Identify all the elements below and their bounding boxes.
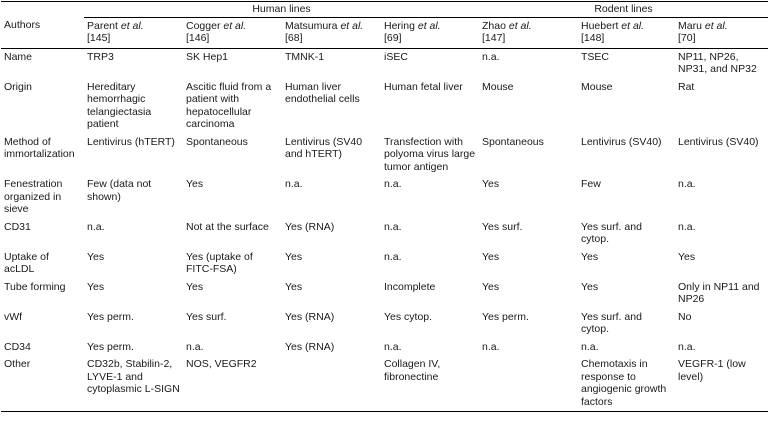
table-cell: Human liver endothelial cells [285, 80, 360, 105]
author-etal: et al. [508, 19, 532, 32]
author-etal: et al. [223, 19, 247, 32]
table-cell: Yes perm. [482, 310, 529, 323]
table-cell: NOS, VEGFR2 [183, 356, 282, 412]
table-cell: TSEC [581, 50, 610, 63]
table-cell: Yes surf. [482, 220, 523, 233]
table-row [1, 48, 768, 79]
author-ref: [145] [87, 32, 111, 44]
author-etal: et al. [417, 19, 441, 32]
table-cell: n.a. [384, 340, 402, 353]
cell-lines-table [1, 1, 768, 412]
group-header-rodent: Rodent lines [479, 2, 768, 18]
table-row [1, 309, 768, 339]
row-label: Tube forming [4, 280, 66, 293]
table-cell: Yes (RNA) [285, 310, 335, 323]
column-header [84, 17, 183, 48]
table-cell: Yes [87, 280, 105, 293]
group-header-blank [1, 2, 84, 18]
group-header-row [1, 2, 768, 18]
table-cell: Yes (RNA) [285, 340, 335, 353]
table-cell: CD32b, Stabilin-2, LYVE-1 and cytoplasmic L-SIGN [84, 356, 183, 412]
table-cell: Yes [186, 280, 204, 293]
table-cell: No [678, 310, 692, 323]
table-cell: Yes [186, 178, 204, 190]
table-cell: Yes [678, 250, 696, 263]
table-cell: Yes [581, 280, 599, 293]
table-cell: Yes (RNA) [285, 220, 335, 233]
table-cell: n.a. [678, 178, 696, 190]
table-cell: Mouse [482, 80, 514, 93]
table-cell: Yes [482, 280, 500, 293]
table-cell: SK Hep1 [186, 50, 229, 63]
row-label: vWf [4, 310, 23, 323]
table-cell: TMNK-1 [285, 50, 325, 63]
author-ref: [69] [384, 32, 402, 44]
row-label: Uptake of acLDL [4, 250, 49, 275]
table-cell: n.a. [482, 50, 500, 63]
author-etal: et al. [704, 19, 728, 32]
table-row [1, 134, 768, 177]
table-cell: n.a. [87, 220, 105, 233]
author-ref: [68] [285, 32, 303, 44]
table-cell: n.a. [384, 220, 402, 233]
table-cell: Lentivirus (SV40 and hTERT) [285, 135, 363, 160]
column-header [282, 17, 381, 48]
table-cell: Spontaneous [186, 135, 248, 148]
row-label: Origin [4, 80, 33, 93]
table-cell: Yes [581, 250, 599, 263]
column-header [381, 17, 479, 48]
table-row [1, 219, 768, 249]
row-label: Other [1, 356, 84, 412]
table-cell: TRP3 [87, 50, 114, 63]
author-ref: [70] [678, 32, 696, 44]
table-cell: n.a. [482, 340, 500, 353]
table-cell: Human fetal liver [384, 80, 463, 93]
table-cell: Incomplete [384, 280, 436, 293]
table-cell: Yes surf. and cytop. [581, 220, 642, 245]
table-cell: iSEC [384, 50, 408, 63]
row-header-label: Authors [1, 17, 84, 48]
table-cell: Few [581, 178, 601, 190]
table-cell [479, 356, 578, 412]
table-cell: n.a. [384, 178, 402, 190]
author-name: Huebert [581, 19, 619, 32]
column-header [479, 17, 578, 48]
table-cell: Yes (uptake of FITC-FSA) [186, 250, 253, 275]
table-cell: Not at the surface [186, 220, 269, 233]
table-cell: Collagen IV, fibronectine [381, 356, 479, 412]
table-cell: Mouse [581, 80, 613, 93]
row-label: Name [4, 50, 33, 63]
author-name: Hering [384, 19, 415, 32]
table-cell: Yes [482, 178, 500, 190]
table-cell: Spontaneous [482, 135, 544, 148]
table-cell: Hereditary hemorrhagic telangiectasia patient [87, 80, 152, 130]
table-row [1, 176, 768, 219]
table-cell: Yes surf. and cytop. [581, 310, 642, 335]
author-name: Cogger [186, 19, 221, 32]
table-cell: Lentivirus (SV40) [581, 135, 662, 148]
table-row [1, 249, 768, 279]
table-cell: n.a. [186, 340, 204, 353]
table-cell [282, 356, 381, 412]
row-label: CD31 [4, 220, 31, 233]
table-row [1, 339, 768, 357]
table-cell: n.a. [384, 250, 402, 263]
author-ref: [148] [581, 32, 605, 44]
row-label: Method of immortalization [4, 135, 75, 160]
table-cell: n.a. [285, 178, 303, 190]
table-row [1, 356, 768, 412]
table-cell: Yes surf. [186, 310, 227, 323]
table-cell: Ascitic fluid from a patient with hepatocellular carcinoma [186, 80, 272, 130]
table-row [1, 79, 768, 134]
group-header-human: Human lines [84, 2, 479, 18]
table-cell: Yes [285, 280, 303, 293]
author-etal: et al. [340, 19, 364, 32]
table-cell: Yes perm. [87, 340, 134, 353]
table-cell: Chemotaxis in response to angiogenic growth factors [578, 356, 675, 412]
row-label: Fenestration organized in sieve [4, 178, 63, 215]
table-cell: Transfection with polyoma virus large tumor antigen [384, 135, 476, 173]
table-cell: VEGFR-1 (low level) [675, 356, 768, 412]
row-label: CD34 [4, 340, 31, 353]
table-cell: Yes perm. [87, 310, 134, 323]
column-header [183, 17, 282, 48]
author-name: Parent [87, 19, 118, 32]
author-name: Zhao [482, 19, 506, 32]
table-cell: Few (data not shown) [87, 178, 152, 203]
table-cell: Rat [678, 80, 695, 93]
column-header [578, 17, 675, 48]
author-name: Matsumura [285, 19, 338, 32]
author-etal: et al. [120, 19, 144, 32]
author-ref: [147] [482, 32, 506, 44]
table-cell: n.a. [678, 220, 696, 233]
author-ref: [146] [186, 32, 210, 44]
table-cell: Lentivirus (SV40) [678, 135, 759, 148]
column-header-row [1, 17, 768, 48]
table-cell: n.a. [678, 340, 696, 353]
table-cell: Yes [482, 250, 500, 263]
table-cell: Lentivirus (hTERT) [87, 135, 175, 148]
table-cell: Yes cytop. [384, 310, 433, 323]
table-cell: Yes [285, 250, 303, 263]
table-cell: n.a. [581, 340, 599, 353]
author-etal: et al. [621, 19, 645, 32]
table-cell: Yes [87, 250, 105, 263]
table-cell: Only in NP11 and NP26 [678, 280, 760, 305]
table-cell: NP11, NP26, NP31, and NP32 [678, 50, 757, 75]
author-name: Maru [678, 19, 702, 32]
table-row [1, 279, 768, 309]
column-header [675, 17, 768, 48]
